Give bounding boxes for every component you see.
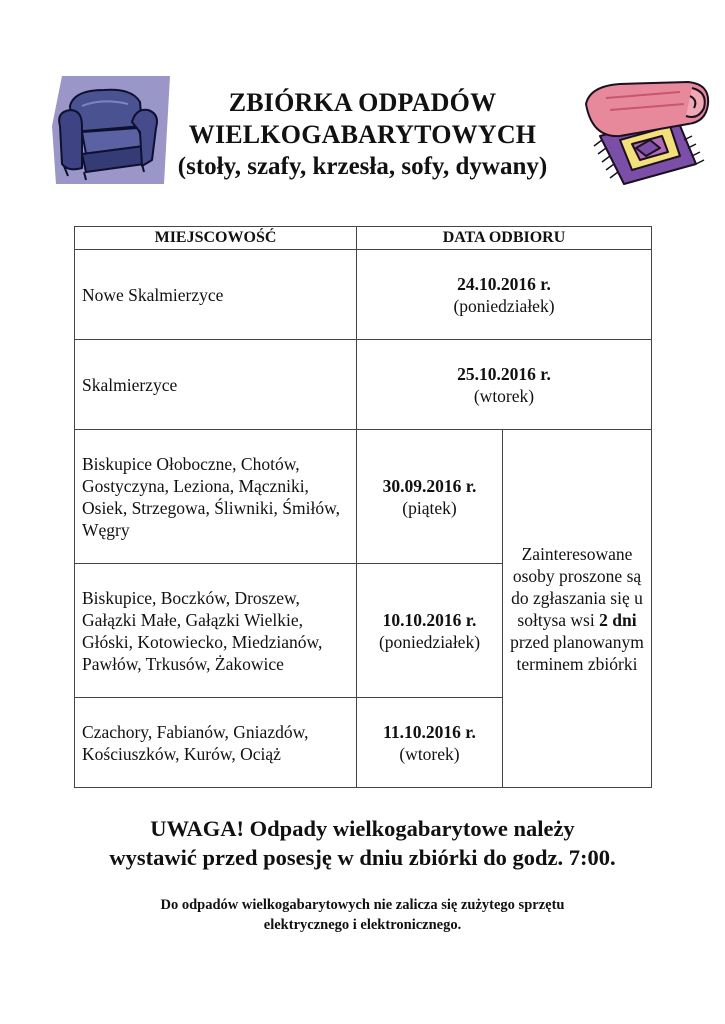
place-cell: Skalmierzyce <box>75 340 357 430</box>
page-title-line1: ZBIÓRKA ODPADÓW <box>228 88 497 117</box>
date-value: 25.10.2016 r. <box>457 363 551 384</box>
date-cell <box>357 340 652 430</box>
date-value: 11.10.2016 r. <box>383 721 476 742</box>
date-cell <box>357 564 503 698</box>
table-row <box>75 340 652 430</box>
title-block <box>150 87 575 183</box>
day-value: (poniedziałek) <box>378 631 481 652</box>
warning-line1: UWAGA! Odpady wielkogabarytowe należy <box>150 816 575 841</box>
date-cell <box>357 250 652 340</box>
footnote-line1: Do odpadów wielkogabarytowych nie zalicza się zużytego sprzętu <box>160 897 565 913</box>
date-cell <box>357 698 503 788</box>
column-header-place: MIEJSCOWOŚĆ <box>75 227 357 250</box>
note-text-before: Zainteresowane osoby proszone są do zgłaszania się u sołtysa wsi <box>511 543 643 630</box>
page-title-line2: WIELKOGABARYTOWYCH <box>188 120 537 149</box>
place-cell: Biskupice Ołoboczne, Chotów, Gostyczyna, Leziona, Mączniki, Osiek, Strzegowa, Śliwniki, Śmiłów, Węgry <box>75 430 357 564</box>
table-row <box>75 430 652 564</box>
page-subtitle: (stoły, szafy, krzesła, sofy, dywany) <box>177 153 548 180</box>
day-value: (poniedziałek) <box>453 295 555 316</box>
day-value: (wtorek) <box>399 743 460 764</box>
registration-note <box>503 430 652 788</box>
footnote <box>60 895 665 935</box>
date-cell <box>357 430 503 564</box>
table-row <box>75 250 652 340</box>
footnote-line2: elektrycznego i elektronicznego. <box>263 917 462 933</box>
note-text-bold: 2 dni <box>599 609 637 630</box>
day-value: (wtorek) <box>473 385 535 406</box>
note-text-after: przed planowanym terminem zbiórki <box>510 631 644 674</box>
place-cell: Nowe Skalmierzyce <box>75 250 357 340</box>
place-cell: Biskupice, Boczków, Droszew, Gałązki Małe, Gałązki Wielkie, Głóski, Kotowiecko, Miedzianów, Pawłów, Trkusów, Żakowice <box>75 564 357 698</box>
date-value: 10.10.2016 r. <box>382 609 477 630</box>
column-header-date: DATA ODBIORU <box>357 227 652 250</box>
day-value: (piątek) <box>402 497 457 518</box>
warning-line2: wystawić przed posesję w dniu zbiórki do godz. 7:00. <box>109 845 616 870</box>
collection-schedule-table <box>74 226 652 788</box>
place-cell: Czachory, Fabianów, Gniazdów, Kościuszków, Kurów, Ociąż <box>75 698 357 788</box>
table-header-row <box>75 227 652 250</box>
warning-notice <box>40 814 685 872</box>
rug-icon <box>580 78 716 186</box>
date-value: 24.10.2016 r. <box>457 273 551 294</box>
date-value: 30.09.2016 r. <box>382 475 477 496</box>
